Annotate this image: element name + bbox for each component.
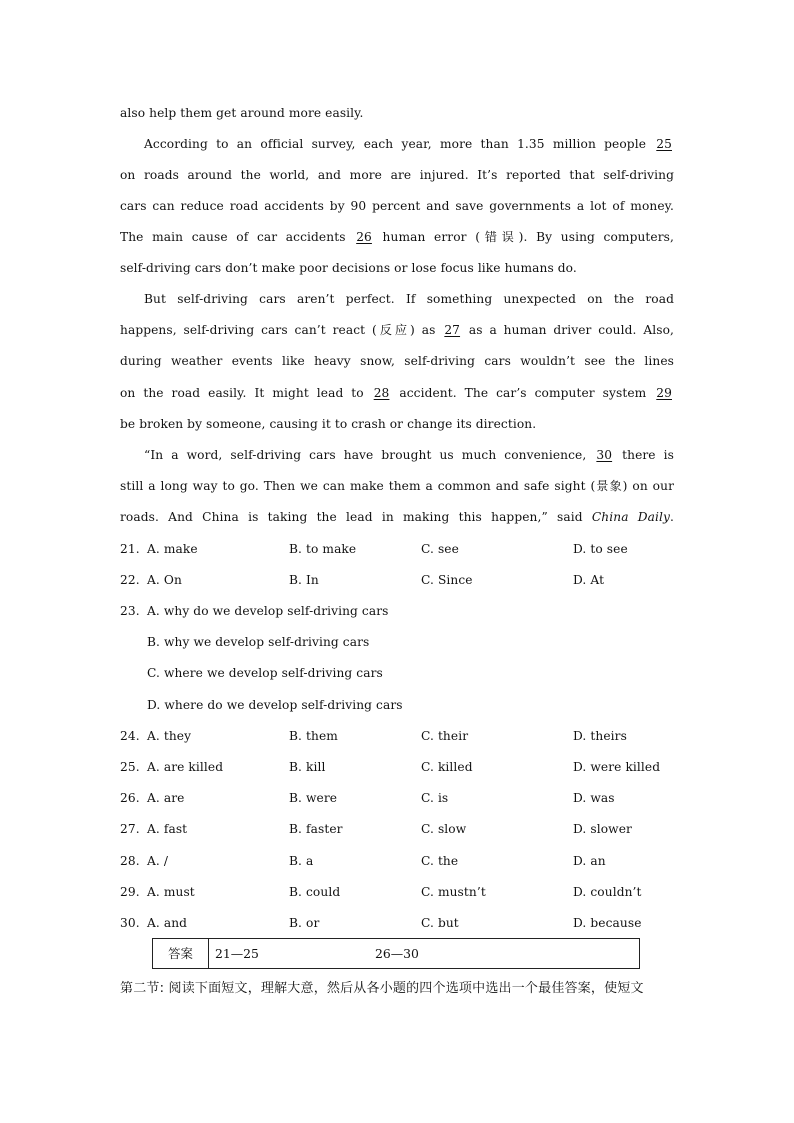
passage-line: also help them get around more easily. [120,106,364,120]
option-b: B. a [289,854,314,868]
blank-29: 29 [656,386,672,400]
answer-label: 答案 [153,939,209,968]
question-option-line [120,690,674,721]
option-a: A. must [147,885,195,899]
question-row: 27. A. fast B. faster C. slow D. slower [120,814,674,845]
option-a: A. why do we develop self-driving cars [147,604,389,618]
passage-line: According to an official survey, each year, more than 1.35 million people 25 [120,129,674,160]
question-row: 29. A. must B. could C. mustn’t D. couldn’t [120,877,674,908]
option-c: C. slow [421,822,467,836]
blank-26: 26 [356,230,372,244]
option-a: A. are killed [147,760,224,774]
blank-25: 25 [656,137,672,151]
answer-range-1: 21—25 [215,946,259,961]
option-a: A. and [147,916,188,930]
answer-table [152,938,640,969]
option-d: D. to see [573,542,628,556]
passage-line: self-driving cars don’t make poor decisions or lose focus like humans do. [120,261,577,275]
passage-line: But self-driving cars aren’t perfect. If something unexpected on the road [144,292,674,306]
question-row: 21. A. make B. to make C. see D. to see [120,534,674,565]
option-b: B. were [289,791,338,805]
passage-line: happens, self-driving cars can’t react (反应) as 27 as a human driver could. Also, [120,315,674,346]
option-a: A. are [147,791,185,805]
option-d: D. because [573,916,642,930]
option-d: D. couldn’t [573,885,642,899]
option-a: A. fast [147,822,188,836]
option-c: C. the [421,854,459,868]
option-b: B. why we develop self-driving cars [147,635,370,649]
question-option-line [120,658,674,689]
question-row: 28. A. / B. a C. the D. an [120,846,674,877]
option-c: C. where we develop self-driving cars [147,666,383,680]
source-title: China Daily [591,510,671,524]
blank-30: 30 [596,448,613,462]
passage-line: cars can reduce road accidents by 90 percent and save governments a lot of money. [120,199,674,213]
passage-line: on roads around the world, and more are injured. It’s reported that self-driving [120,168,674,182]
option-d: D. an [573,854,606,868]
option-d: D. slower [573,822,632,836]
option-c: C. but [421,916,459,930]
option-c: C. mustn’t [421,885,486,899]
option-b: B. faster [289,822,343,836]
option-a: A. make [147,542,198,556]
option-c: C. see [421,542,459,556]
passage-line: roads. And China is taking the lead in making this happen,” said China Daily. [120,510,674,524]
blank-27: 27 [444,323,461,337]
section-heading: 第二节: 阅读下面短文，理解大意，然后从各小题的四个选项中选出一个最佳答案，使短文 [120,981,644,996]
option-b: B. kill [289,760,326,774]
answer-range-2: 26—30 [375,946,419,961]
passage-line: still a long way to go. Then we can make them a common and safe sight (景象) on our [120,479,674,493]
option-b: B. or [289,916,320,930]
option-a: A. / [147,854,169,868]
passage-line: during weather events like heavy snow, self-driving cars wouldn’t see the lines [120,354,674,368]
question-row: 23. A. why do we develop self-driving cars [120,596,674,627]
option-d: D. where do we develop self-driving cars [147,698,403,712]
passage-line: be broken by someone, causing it to crash or change its direction. [120,417,537,431]
option-d: D. was [573,791,615,805]
question-row: 30. A. and B. or C. but D. because [120,908,674,939]
option-b: B. them [289,729,338,743]
option-d: D. were killed [573,760,661,774]
option-b: B. could [289,885,341,899]
option-c: C. killed [421,760,473,774]
question-option-line [120,627,674,658]
option-a: A. On [147,573,182,587]
blank-28: 28 [373,386,390,400]
question-row: 24. A. they B. them C. their D. theirs [120,721,674,752]
option-a: A. they [147,729,192,743]
option-d: D. At [573,573,605,587]
passage-line: on the road easily. It might lead to 28 accident. The car’s computer system 29 [120,378,674,409]
question-row: 25. A. are killed B. kill C. killed D. were killed [120,752,674,783]
question-row: 26. A. are B. were C. is D. was [120,783,674,814]
option-c: C. is [421,791,449,805]
question-row: 22. A. On B. In C. Since D. At [120,565,674,596]
passage-line: The main cause of car accidents 26 human error (错误). By using computers, [120,222,674,253]
passage-line: “In a word, self-driving cars have brought us much convenience, 30 there is [120,440,674,471]
option-b: B. to make [289,542,357,556]
option-c: C. Since [421,573,473,587]
option-d: D. theirs [573,729,627,743]
option-c: C. their [421,729,469,743]
option-b: B. In [289,573,319,587]
